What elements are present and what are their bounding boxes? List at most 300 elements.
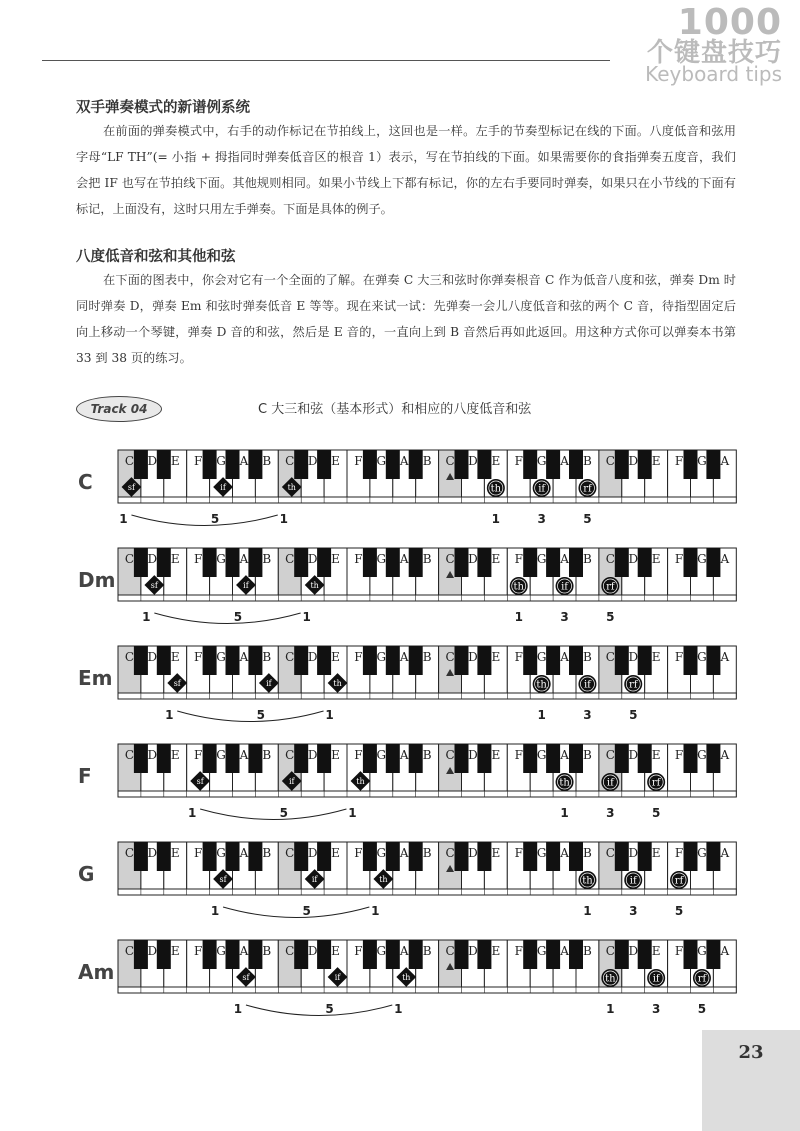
key-note-label: E — [331, 552, 340, 566]
finger-label: th — [379, 875, 388, 884]
key-note-label: A — [560, 552, 569, 566]
key-note-label: E — [331, 944, 340, 958]
black-key — [546, 646, 560, 675]
brand-number: 1000 — [677, 2, 782, 43]
key-note-label: C — [285, 846, 295, 860]
key-note-label: A — [399, 650, 409, 664]
finger-label: if — [311, 875, 318, 884]
black-key — [569, 842, 583, 871]
black-key — [455, 940, 469, 969]
key-note-label: A — [399, 454, 409, 468]
key-note-label: D — [147, 748, 158, 762]
black-key — [294, 744, 308, 773]
black-key — [706, 842, 720, 871]
key-note-label: F — [514, 944, 523, 958]
key-note-label: A — [560, 650, 569, 664]
key-note-label: G — [376, 846, 387, 860]
key-note-label: A — [560, 454, 569, 468]
black-key — [546, 842, 560, 871]
finger-label: rf — [697, 973, 707, 985]
key-note-label: B — [262, 650, 272, 664]
black-key — [248, 842, 262, 871]
black-key — [569, 940, 583, 969]
key-note-label: C — [285, 650, 295, 664]
finger-label: rf — [651, 777, 661, 789]
key-note-label: D — [307, 650, 318, 664]
key-note-label: B — [583, 748, 592, 762]
black-key — [317, 450, 331, 479]
key-note-label: G — [697, 650, 707, 664]
black-key — [638, 548, 652, 577]
key-note-label: C — [445, 846, 455, 860]
finger-label: th — [402, 973, 411, 982]
finger-label: rf — [674, 875, 684, 887]
header-rule — [42, 60, 610, 61]
black-key — [615, 842, 629, 871]
black-key — [409, 450, 423, 479]
octave-slur — [131, 515, 277, 526]
degree-number: 1 — [394, 1002, 403, 1016]
key-note-label: E — [651, 748, 661, 762]
finger-label: rf — [606, 581, 615, 593]
finger-label: sf — [150, 581, 158, 590]
black-key — [157, 450, 171, 479]
degree-number: 3 — [560, 610, 569, 624]
black-key — [706, 940, 720, 969]
keyboard-base — [118, 889, 736, 895]
black-key — [523, 646, 537, 675]
key-note-label: G — [536, 846, 547, 860]
section-heading-2: 八度低音和弦和其他和弦 — [76, 249, 236, 265]
black-key — [546, 744, 560, 773]
key-note-label: F — [354, 650, 363, 664]
degree-number: 3 — [629, 904, 638, 918]
black-key — [638, 450, 652, 479]
key-note-label: F — [674, 846, 684, 860]
black-key — [363, 744, 377, 773]
finger-label: if — [220, 483, 226, 492]
key-note-label: F — [514, 748, 523, 762]
key-note-label: C — [124, 650, 135, 664]
black-key — [157, 646, 171, 675]
key-note-label: G — [376, 748, 387, 762]
keyboard-base — [118, 791, 736, 797]
key-note-label: G — [376, 650, 387, 664]
black-key — [546, 450, 560, 479]
key-note-label: B — [262, 454, 272, 468]
black-key — [363, 940, 377, 969]
black-key — [134, 646, 148, 675]
degree-number: 1 — [279, 512, 288, 526]
black-key — [455, 646, 469, 675]
black-key — [134, 842, 148, 871]
chord-name: G — [78, 862, 95, 886]
brand-title-en: Keyboard tips — [645, 62, 782, 86]
degree-number: 3 — [651, 1002, 661, 1016]
key-note-label: C — [124, 552, 135, 566]
key-note-label: G — [216, 944, 226, 958]
black-key — [477, 450, 491, 479]
key-note-label: B — [583, 846, 592, 860]
black-key — [409, 646, 423, 675]
key-note-label: E — [170, 748, 180, 762]
finger-label: sf — [196, 777, 204, 786]
key-note-label: B — [422, 552, 432, 566]
black-key — [157, 842, 171, 871]
key-note-label: A — [560, 748, 569, 762]
key-note-label: A — [399, 552, 409, 566]
key-note-label: F — [193, 552, 203, 566]
key-note-label: D — [468, 846, 478, 860]
black-key — [523, 842, 537, 871]
degree-number: 1 — [606, 1002, 615, 1016]
black-key — [157, 744, 171, 773]
key-note-label: D — [468, 454, 478, 468]
section-paragraph-2: 在下面的图表中，你会对它有一个全面的了解。在弹奏 C 大三和弦时你弹奏根音 C 作为低音八度和弦，弹奏 Dm 时同时弹奏 D，弹奏 Em 和弦时弹奏低音 E 等等。现在来试一试：先弹奏一会儿八度低音和弦的两个 C 音，待指型固定后向上移动一个琴键，弹奏 D 音的和弦，然后是 E 音的，一直向上到 B 音然后再如此返回。用这种方式你可以弹奏本书第 33 到 38 页的练习。 — [76, 273, 736, 365]
key-note-label: E — [491, 454, 501, 468]
key-note-label: E — [331, 846, 340, 860]
black-key — [317, 646, 331, 675]
black-key — [409, 842, 423, 871]
key-note-label: D — [468, 552, 478, 566]
piano-keyboard — [118, 842, 742, 922]
key-note-label: D — [628, 552, 639, 566]
key-note-label: G — [536, 552, 547, 566]
black-key — [455, 548, 469, 577]
key-note-label: G — [216, 650, 226, 664]
finger-label: th — [333, 679, 342, 688]
key-note-label: G — [697, 552, 707, 566]
degree-number: 1 — [142, 610, 151, 624]
black-key — [248, 450, 262, 479]
finger-label: if — [629, 875, 637, 887]
finger-label: th — [490, 483, 502, 495]
key-note-label: F — [674, 454, 684, 468]
key-note-label: E — [491, 846, 501, 860]
key-note-label: F — [674, 944, 684, 958]
black-key — [706, 450, 720, 479]
black-key — [134, 940, 148, 969]
black-key — [317, 940, 331, 969]
degree-number: 3 — [583, 708, 592, 722]
key-note-label: D — [147, 944, 158, 958]
black-key — [203, 744, 217, 773]
black-key — [226, 940, 240, 969]
key-note-label: B — [422, 748, 432, 762]
piano-keyboard — [118, 646, 742, 726]
key-note-label: C — [445, 748, 455, 762]
degree-number: 5 — [210, 512, 220, 526]
finger-label: th — [356, 777, 365, 786]
degree-number: 1 — [302, 610, 311, 624]
key-note-label: B — [583, 650, 592, 664]
key-note-label: C — [445, 944, 455, 958]
key-note-label: A — [720, 454, 730, 468]
key-note-label: D — [468, 748, 478, 762]
key-note-label: F — [193, 454, 203, 468]
section-paragraph-1: 在前面的弹奏模式中，右手的动作标记在节拍线上，这回也是一样。左手的节奏型标记在线的下面。八度低音和弦用字母“LF TH”(= 小指 + 拇指同时弹奏低音区的根音 1）表示，写在节拍线的下面。如果需要你的食指弹奏五度音，我们会把 IF 也写在节拍线下面。其他规则相同。如果小节线上下都有标记，你的左右手要同时弹奏，如果只在小节线的下面有标记，上面没有，这时只用左手弹奏。下面是具体的例子。 — [76, 124, 736, 216]
black-key — [569, 450, 583, 479]
black-key — [477, 744, 491, 773]
black-key — [363, 450, 377, 479]
piano-keyboard — [118, 940, 742, 1020]
black-key — [317, 744, 331, 773]
key-note-label: D — [628, 454, 639, 468]
key-note-label: C — [605, 748, 615, 762]
key-note-label: A — [399, 846, 409, 860]
degree-number: 1 — [537, 708, 546, 722]
key-note-label: D — [307, 454, 318, 468]
black-key — [615, 744, 629, 773]
key-note-label: C — [285, 748, 295, 762]
black-key — [684, 450, 698, 479]
key-note-label: A — [239, 454, 249, 468]
finger-label: if — [652, 973, 660, 985]
chord-name: Em — [78, 666, 113, 690]
black-key — [226, 842, 240, 871]
black-key — [203, 940, 217, 969]
key-note-label: C — [445, 454, 455, 468]
key-note-label: C — [445, 552, 455, 566]
finger-label: th — [513, 581, 524, 593]
degree-number: 5 — [583, 512, 592, 526]
key-note-label: B — [583, 552, 592, 566]
black-key — [706, 646, 720, 675]
octave-slur — [200, 809, 346, 820]
black-key — [615, 940, 629, 969]
key-note-label: E — [651, 454, 661, 468]
key-note-label: D — [307, 846, 318, 860]
key-note-label: D — [628, 748, 639, 762]
piano-keyboard — [118, 744, 742, 824]
key-note-label: G — [216, 846, 226, 860]
key-note-label: C — [605, 650, 615, 664]
black-key — [226, 548, 240, 577]
key-note-label: D — [468, 944, 478, 958]
key-note-label: D — [628, 650, 639, 664]
black-key — [684, 548, 698, 577]
chord-name: Dm — [78, 568, 116, 592]
black-key — [363, 646, 377, 675]
key-note-label: B — [262, 552, 272, 566]
black-key — [363, 548, 377, 577]
black-key — [569, 646, 583, 675]
black-key — [386, 548, 400, 577]
figure-caption: C 大三和弦（基本形式）和相应的八度低音和弦 — [258, 402, 532, 417]
degree-number: 1 — [371, 904, 380, 918]
key-note-label: G — [697, 846, 707, 860]
degree-number: 1 — [210, 904, 220, 918]
black-key — [546, 548, 560, 577]
key-note-label: B — [422, 944, 432, 958]
key-note-label: E — [651, 944, 661, 958]
key-note-label: G — [216, 454, 226, 468]
degree-number: 5 — [302, 904, 311, 918]
key-note-label: F — [354, 944, 363, 958]
key-note-label: E — [170, 552, 180, 566]
black-key — [203, 646, 217, 675]
black-key — [134, 450, 148, 479]
black-key — [546, 940, 560, 969]
keyboard-base — [118, 497, 736, 503]
key-note-label: E — [331, 650, 340, 664]
key-note-label: E — [491, 650, 501, 664]
black-key — [317, 842, 331, 871]
degree-number: 5 — [697, 1002, 707, 1016]
finger-label: th — [310, 581, 319, 590]
black-key — [455, 744, 469, 773]
finger-label: sf — [242, 973, 250, 982]
key-note-label: F — [514, 552, 523, 566]
black-key — [203, 548, 217, 577]
key-note-label: G — [697, 944, 707, 958]
key-note-label: F — [514, 650, 523, 664]
degree-number: 1 — [514, 610, 523, 624]
key-note-label: C — [124, 944, 135, 958]
key-note-label: F — [674, 650, 684, 664]
black-key — [638, 646, 652, 675]
finger-label: if — [334, 973, 341, 982]
key-note-label: A — [239, 944, 249, 958]
black-key — [248, 646, 262, 675]
key-note-label: D — [468, 650, 478, 664]
black-key — [523, 548, 537, 577]
brand-title-cn: 个键盘技巧 — [646, 38, 782, 68]
black-key — [317, 548, 331, 577]
degree-number: 5 — [606, 610, 615, 624]
finger-label: th — [536, 679, 547, 691]
degree-number: 5 — [651, 806, 661, 820]
black-key — [386, 940, 400, 969]
black-key — [477, 646, 491, 675]
book-brand — [645, 2, 782, 86]
black-key — [684, 842, 698, 871]
black-key — [203, 842, 217, 871]
key-note-label: D — [147, 650, 158, 664]
black-key — [248, 548, 262, 577]
key-note-label: A — [560, 944, 569, 958]
key-note-label: E — [331, 454, 340, 468]
key-note-label: G — [376, 454, 387, 468]
key-note-label: F — [674, 748, 684, 762]
degree-number: 1 — [119, 512, 128, 526]
black-key — [386, 842, 400, 871]
degree-number: 5 — [325, 1002, 334, 1016]
key-note-label: E — [170, 454, 180, 468]
key-note-label: E — [170, 846, 180, 860]
key-note-label: G — [376, 944, 387, 958]
degree-number: 1 — [348, 806, 357, 820]
page-number: 23 — [738, 1042, 764, 1063]
black-key — [226, 646, 240, 675]
section-heading-1: 双手弹奏模式的新谱例系统 — [76, 100, 250, 116]
key-note-label: F — [193, 846, 203, 860]
key-note-label: G — [536, 944, 547, 958]
black-key — [684, 744, 698, 773]
key-note-label: B — [262, 748, 272, 762]
key-note-label: A — [720, 748, 730, 762]
degree-number: 5 — [279, 806, 288, 820]
degree-number: 1 — [165, 708, 174, 722]
key-note-label: A — [720, 944, 730, 958]
keyboard-base — [118, 987, 736, 993]
key-note-label: F — [193, 748, 203, 762]
key-note-label: A — [239, 552, 249, 566]
black-key — [706, 548, 720, 577]
finger-label: if — [266, 679, 272, 688]
black-key — [409, 548, 423, 577]
black-key — [455, 842, 469, 871]
key-note-label: C — [124, 846, 135, 860]
keyboard-base — [118, 693, 736, 699]
degree-number: 3 — [606, 806, 615, 820]
black-key — [134, 548, 148, 577]
degree-number: 1 — [583, 904, 592, 918]
degree-number: 3 — [537, 512, 546, 526]
key-note-label: E — [651, 846, 661, 860]
black-key — [248, 940, 262, 969]
black-key — [638, 940, 652, 969]
black-key — [523, 744, 537, 773]
finger-label: if — [583, 679, 591, 691]
page-number-box — [702, 1030, 800, 1131]
key-note-label: G — [697, 454, 707, 468]
black-key — [226, 744, 240, 773]
key-note-label: A — [239, 650, 249, 664]
finger-label: sf — [219, 875, 227, 884]
key-note-label: C — [124, 454, 135, 468]
key-note-label: G — [376, 552, 387, 566]
black-key — [569, 548, 583, 577]
key-note-label: F — [354, 552, 363, 566]
key-note-label: C — [285, 944, 295, 958]
black-key — [386, 450, 400, 479]
finger-label: if — [561, 581, 569, 593]
key-note-label: C — [605, 454, 615, 468]
key-note-label: A — [239, 846, 249, 860]
degree-number: 1 — [325, 708, 334, 722]
octave-slur — [246, 1005, 392, 1016]
black-key — [569, 744, 583, 773]
black-key — [157, 548, 171, 577]
degree-number: 5 — [256, 708, 266, 722]
degree-number: 1 — [491, 512, 501, 526]
black-key — [134, 744, 148, 773]
black-key — [203, 450, 217, 479]
key-note-label: E — [170, 650, 180, 664]
key-note-label: C — [124, 748, 135, 762]
key-note-label: B — [583, 944, 592, 958]
key-note-label: G — [536, 650, 547, 664]
key-note-label: B — [262, 944, 272, 958]
chord-name: Am — [78, 960, 115, 984]
key-note-label: F — [354, 454, 363, 468]
black-key — [684, 646, 698, 675]
black-key — [477, 940, 491, 969]
finger-label: sf — [173, 679, 181, 688]
key-note-label: D — [147, 846, 158, 860]
key-note-label: B — [583, 454, 592, 468]
key-note-label: A — [399, 944, 409, 958]
degree-number: 1 — [233, 1002, 243, 1016]
key-note-label: E — [651, 650, 661, 664]
octave-slur — [223, 907, 369, 918]
piano-keyboard — [118, 450, 742, 530]
finger-label: if — [538, 483, 546, 495]
black-key — [523, 450, 537, 479]
key-note-label: D — [628, 944, 639, 958]
key-note-label: F — [514, 454, 523, 468]
